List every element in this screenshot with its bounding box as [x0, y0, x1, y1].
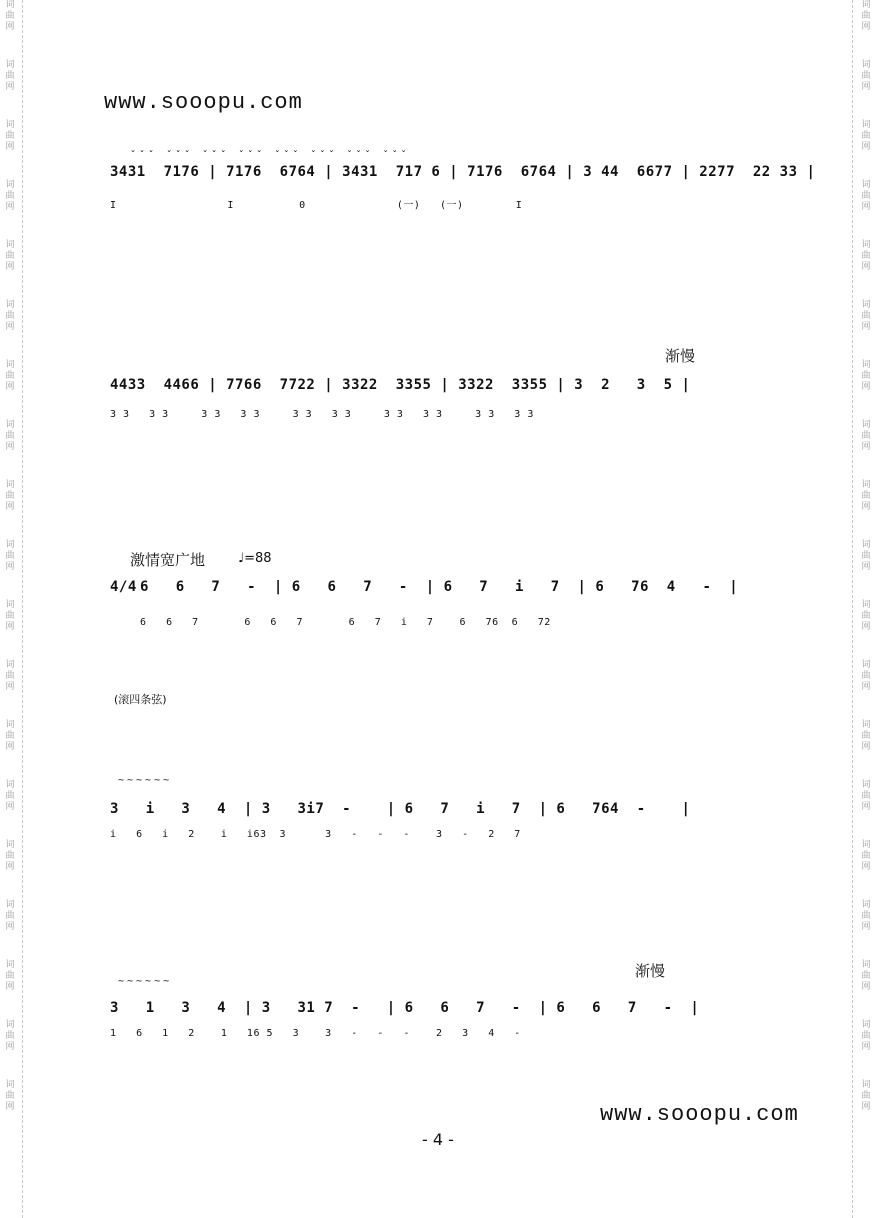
- watermark-group: 词 曲 网: [861, 180, 871, 212]
- playing-note: (滚四条弦): [114, 693, 167, 706]
- watermark-group: 词 曲 网: [5, 1020, 15, 1052]
- watermark-group: 词 曲 网: [5, 180, 15, 212]
- watermark-group: 词 曲 网: [861, 720, 871, 752]
- watermark-group: 词 曲 网: [5, 720, 15, 752]
- watermark-group: 词 曲 网: [861, 1080, 871, 1112]
- watermark-group: 词 曲 网: [861, 780, 871, 812]
- watermark-group: 词 曲 网: [861, 300, 871, 332]
- melody-line: 6 6 7 - | 6 6 7 - | 6 7 i 7 | 6 76 4 - |: [140, 579, 739, 595]
- watermark-group: 词 曲 网: [5, 360, 15, 392]
- melody-line: 3431 7176 | 7176 6764 | 3431 717 6 | 7176 6764 | 3 44 6677 | 2277 22 33 |: [110, 164, 816, 180]
- watermark-group: 词 曲 网: [861, 240, 871, 272]
- watermark-group: 词 曲 网: [861, 420, 871, 452]
- watermark-group: 词 曲 网: [861, 120, 871, 152]
- watermark-group: 词 曲 网: [861, 360, 871, 392]
- bass-line: 1 6 1 2 1 16 5 3 3 - - - 2 3 4 -: [110, 1028, 521, 1039]
- watermark-group: 词 曲 网: [5, 780, 15, 812]
- score-system-3: [110, 545, 780, 715]
- page-number: - 4 -: [422, 1130, 454, 1149]
- watermark-group: 词 曲 网: [5, 600, 15, 632]
- watermark-group: 词 曲 网: [5, 480, 15, 512]
- ornament-marks: ˇˇˇ ˇˇˇ ˇˇˇ ˇˇˇ ˇˇˇ ˇˇˇ ˇˇˇ ˇˇˇ: [130, 150, 410, 161]
- watermark-group: 词 曲 网: [861, 60, 871, 92]
- watermark-group: 词 曲 网: [5, 960, 15, 992]
- watermark-group: 词 曲 网: [861, 600, 871, 632]
- watermark-group: 词 曲 网: [861, 840, 871, 872]
- left-margin-line: [22, 0, 23, 1218]
- bass-line: 3 3 3 3 3 3 3 3 3 3 3 3 3 3 3 3 3 3 3 3: [110, 409, 534, 420]
- expression-mark: 激情宽广地: [130, 551, 206, 569]
- site-url-top: www.sooopu.com: [104, 90, 303, 115]
- watermark-group: 词 曲 网: [5, 840, 15, 872]
- melody-line: 3 1 3 4 | 3 31 7 - | 6 6 7 - | 6 6 7 - |: [110, 1000, 700, 1016]
- watermark-group: 词 曲 网: [861, 1020, 871, 1052]
- tempo-mark: 渐慢: [665, 347, 696, 365]
- watermark-group: 词 曲 网: [5, 300, 15, 332]
- watermark-group: 词 曲 网: [5, 240, 15, 272]
- bass-line: i 6 i 2 i i63 3 3 - - - 3 - 2 7: [110, 829, 521, 840]
- watermark-group: 词 曲 网: [861, 0, 871, 32]
- watermark-group: 词 曲 网: [5, 1080, 15, 1112]
- melody-line: 4433 4466 | 7766 7722 | 3322 3355 | 3322 3355 | 3 2 3 5 |: [110, 377, 691, 393]
- score-system-2: [110, 345, 780, 485]
- bass-line: 6 6 7 6 6 7 6 7 i 7 6 76 6 72: [140, 617, 551, 628]
- tempo-marking: ♩=88: [238, 551, 272, 566]
- watermark-group: 词 曲 网: [5, 60, 15, 92]
- watermark-group: 词 曲 网: [861, 660, 871, 692]
- score-system-4: [110, 775, 780, 895]
- watermark-group: 词 曲 网: [5, 900, 15, 932]
- watermark-group: 词 曲 网: [861, 540, 871, 572]
- watermark-group: 词 曲 网: [861, 900, 871, 932]
- watermark-group: 词 曲 网: [5, 660, 15, 692]
- left-watermark-column: [2, 0, 18, 1140]
- watermark-group: 词 曲 网: [5, 420, 15, 452]
- melody-line: 3 i 3 4 | 3 3i7 - | 6 7 i 7 | 6 764 - |: [110, 801, 691, 817]
- score-system-5: [110, 960, 780, 1090]
- score-system-1: [110, 150, 816, 290]
- tremolo-mark: ~~~~~~: [118, 775, 173, 786]
- bass-line: I I 0 (一) (一) I: [110, 200, 523, 211]
- watermark-group: 词 曲 网: [5, 0, 15, 32]
- watermark-group: 词 曲 网: [861, 960, 871, 992]
- right-margin-line: [852, 0, 853, 1218]
- site-url-bottom: www.sooopu.com: [600, 1102, 799, 1127]
- tempo-mark: 渐慢: [635, 962, 666, 980]
- time-signature: 4/4: [110, 579, 137, 595]
- right-watermark-column: [858, 0, 874, 1140]
- tremolo-mark: ~~~~~~: [118, 976, 173, 987]
- watermark-group: 词 曲 网: [861, 480, 871, 512]
- watermark-group: 词 曲 网: [5, 540, 15, 572]
- watermark-group: 词 曲 网: [5, 120, 15, 152]
